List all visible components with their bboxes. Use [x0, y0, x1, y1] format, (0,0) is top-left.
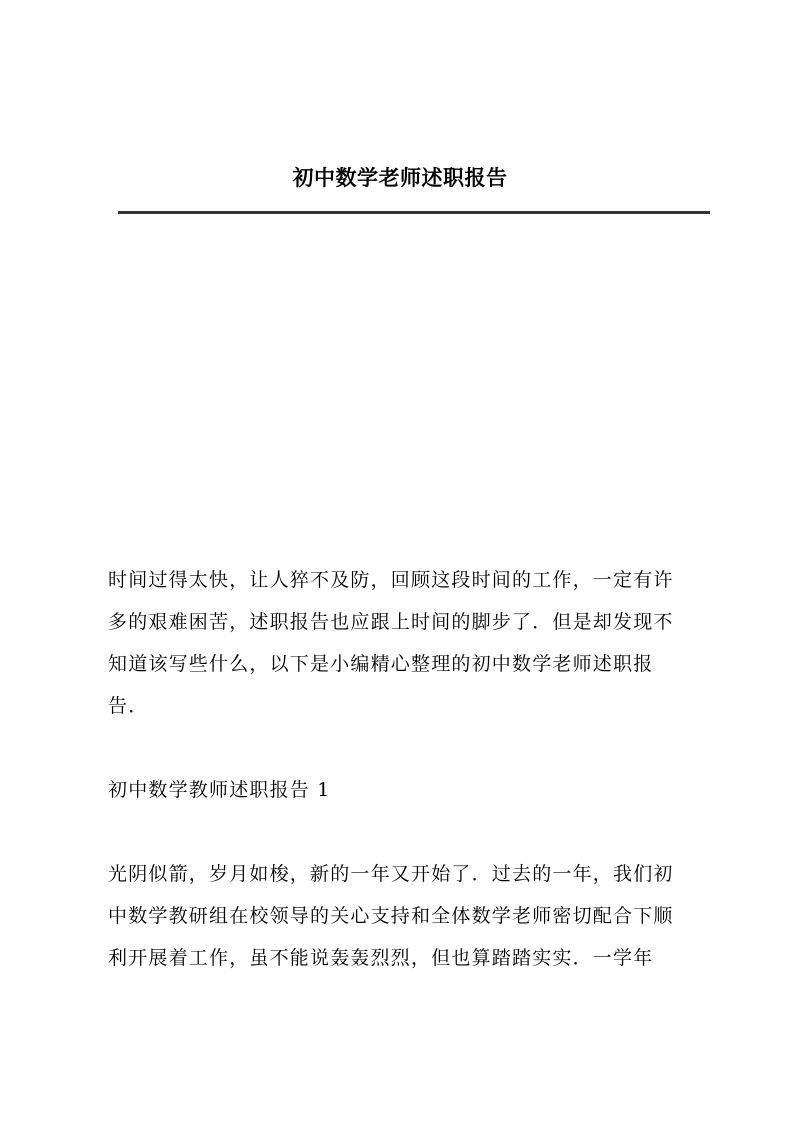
intro-paragraph [108, 559, 718, 727]
section-heading-text: 初中数学教师述职报告 1 [108, 779, 331, 801]
body-paragraph [108, 853, 718, 979]
intro-line: 知道该写些什么，以下是小编精心整理的初中数学老师述职报 [108, 653, 654, 675]
title-divider [118, 211, 710, 214]
intro-line: 告． [108, 695, 149, 717]
body-line: 中数学教研组在校领导的关心支持和全体数学老师密切配合下顺 [108, 905, 674, 927]
body-line: 光阴似箭，岁月如梭，新的一年又开始了．过去的一年，我们初 [108, 863, 674, 885]
body-line: 利开展着工作，虽不能说轰轰烈烈，但也算踏踏实实．一学年 [108, 947, 654, 969]
section-heading [108, 769, 718, 811]
page-title: 初中数学老师述职报告 [292, 165, 508, 190]
intro-line: 时间过得太快，让人猝不及防，回顾这段时间的工作，一定有许 [108, 569, 674, 591]
intro-line: 多的艰难困苦，述职报告也应跟上时间的脚步了．但是却发现不 [108, 611, 674, 633]
